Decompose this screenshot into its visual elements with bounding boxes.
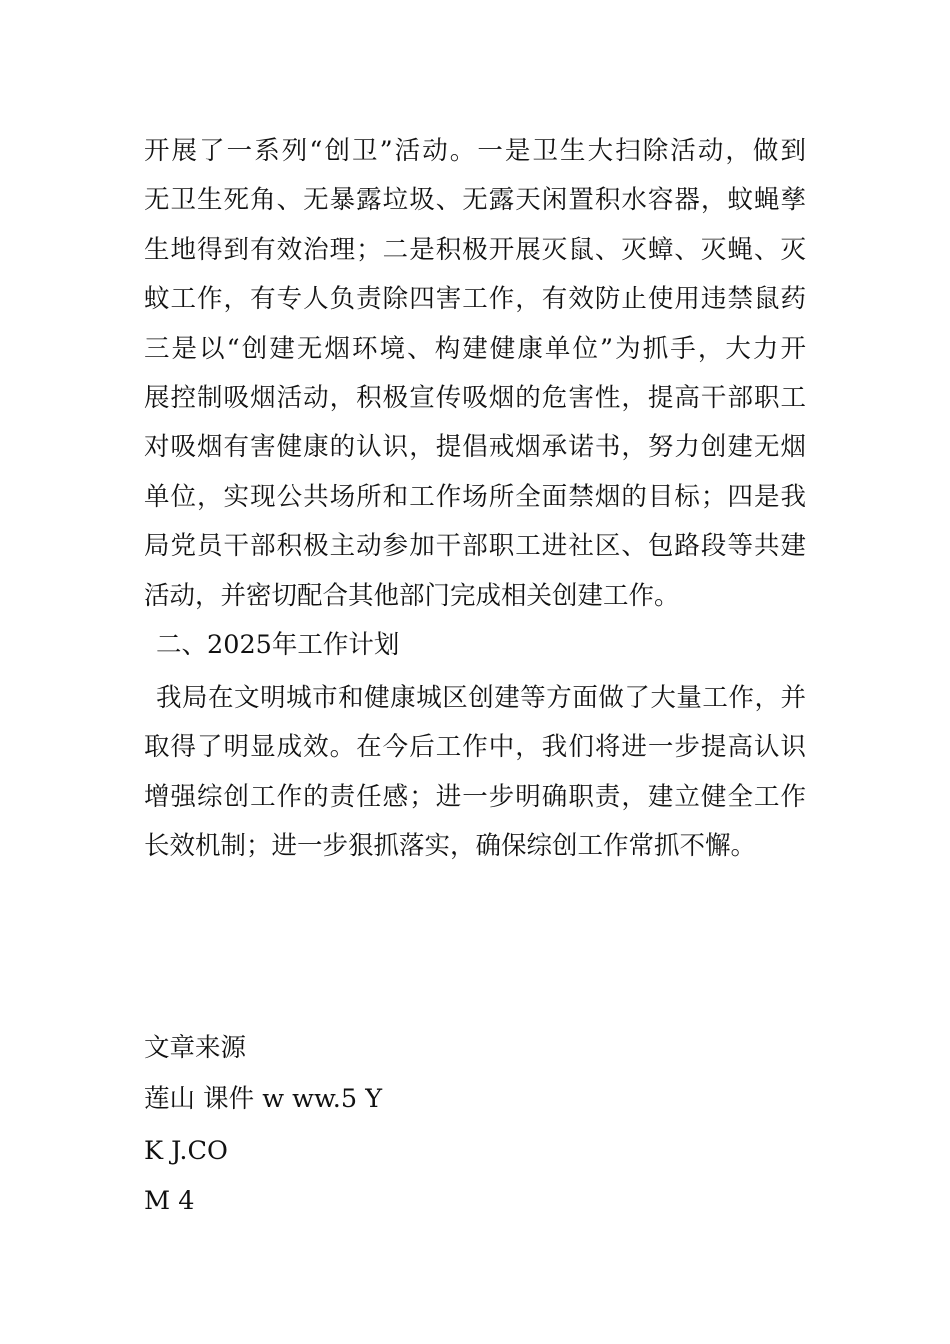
heading-text: 二、2025年工作计划	[156, 630, 400, 660]
text-line: 展控制吸烟活动，积极宣传吸烟的危害性，提高干部职工	[144, 382, 806, 413]
text-line: 增强综创工作的责任感；进一步明确职责，建立健全工作	[144, 781, 806, 812]
source-line: K J.CO	[144, 1136, 228, 1166]
text-line: 生地得到有效治理；二是积极开展灭鼠、灭蟑、灭蝇、灭	[144, 234, 806, 265]
text-line: 单位，实现公共场所和工作场所全面禁烟的目标；四是我	[144, 481, 806, 512]
text-line: 对吸烟有害健康的认识，提倡戒烟承诺书，努力创建无烟	[144, 432, 806, 463]
text-line: 无卫生死角、无暴露垃圾、无露天闲置积水容器，蚊蝇孳	[144, 185, 806, 216]
text-line: 我局在文明城市和健康城区创建等方面做了大量工作，并	[156, 683, 806, 713]
text-line: 长效机制；进一步狠抓落实，确保综创工作常抓不懈。	[144, 831, 757, 862]
source-block	[144, 1023, 806, 1225]
text-line: 取得了明显成效。在今后工作中，我们将进一步提高认识	[144, 732, 806, 763]
section-heading	[144, 621, 806, 670]
text-line: 开展了一系列“创卫”活动。一是卫生大扫除活动，做到	[144, 136, 806, 166]
source-line: 莲山 课件 w ww.5 Y	[144, 1084, 383, 1114]
paragraph-activities	[144, 127, 806, 621]
paragraph-plan	[144, 674, 806, 872]
text-line: 三是以“创建无烟环境、构建健康单位”为抓手，大力开	[144, 333, 806, 364]
text-line: 蚊工作，有专人负责除四害工作，有效防止使用违禁鼠药	[144, 284, 806, 315]
text-line: 局党员干部积极主动参加干部职工进社区、包路段等共建	[144, 531, 806, 562]
text-line: 活动，并密切配合其他部门完成相关创建工作。	[144, 580, 680, 611]
source-label: 文章来源	[144, 1033, 247, 1063]
source-line: M 4	[144, 1186, 195, 1216]
